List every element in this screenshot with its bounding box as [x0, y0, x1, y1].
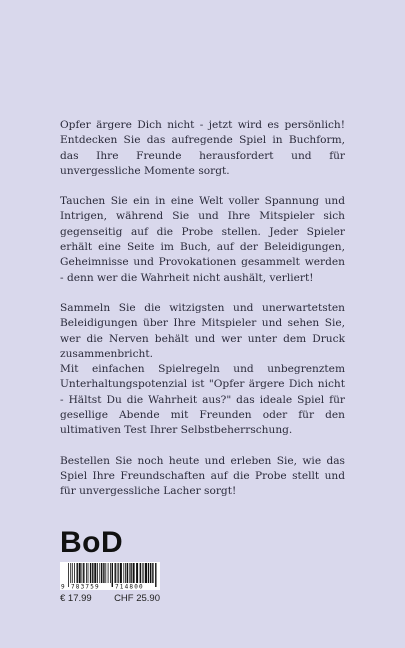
barcode-bar	[125, 563, 126, 583]
barcode-graphic	[60, 562, 160, 590]
barcode-bar	[101, 563, 102, 583]
price-chf: CHF 25.90	[114, 593, 160, 604]
price-eur: € 17.99	[60, 593, 92, 604]
barcode-bar	[120, 563, 122, 583]
barcode-bar	[103, 563, 104, 583]
barcode-bar	[130, 563, 131, 583]
barcode-bar	[86, 563, 87, 583]
barcode-bar	[142, 563, 143, 583]
barcode-bar	[117, 563, 118, 583]
barcode-bar	[133, 563, 135, 583]
barcode-digits-right: 714800	[115, 583, 144, 590]
barcode-bar	[94, 563, 96, 583]
barcode-bar	[83, 563, 84, 583]
blurb-paragraph-4: Mit einfachen Spielregeln und unbegrenztem Unterhaltungspotenzial ist "Opfer ärgere Dich nicht - Hältst Du die Wahrheit aus?" das ideale Spiel für gesellige Abende mit Freunden oder für den ultimativen Test Ihrer Selbstbeherrschung.	[60, 363, 345, 437]
barcode-digit-lead: 9	[61, 583, 65, 590]
barcode-bar	[77, 563, 78, 583]
barcode-bar	[148, 563, 149, 583]
barcode-digits-left: 783759	[71, 583, 100, 590]
bod-logo: BoD	[60, 526, 124, 559]
barcode-bar	[152, 563, 153, 583]
barcode-bar	[74, 563, 75, 583]
barcode-bar	[105, 563, 106, 583]
barcode-bar	[129, 563, 130, 583]
barcode-bar	[140, 563, 141, 583]
barcode-bar	[145, 563, 147, 583]
barcode-bar	[79, 563, 81, 583]
barcode-bar	[123, 563, 124, 583]
barcode-bar	[92, 563, 93, 583]
barcode-bar	[72, 563, 73, 583]
barcode-bar	[127, 563, 128, 583]
barcode-bar	[118, 563, 119, 583]
blurb-paragraph-1: Opfer ärgere Dich nicht - jetzt wird es persönlich! Entdecken Sie das aufregende Spiel in Buchform, das Ihre Freunde herausfordert und für unvergessliche Momente sorgt.	[60, 119, 345, 177]
barcode-bar	[143, 563, 144, 583]
barcode-bar	[108, 563, 109, 583]
barcode-bar	[70, 563, 71, 583]
price-line	[60, 593, 160, 604]
barcode-bar	[68, 563, 69, 587]
barcode-bar	[97, 563, 98, 583]
barcode-bar	[82, 563, 83, 583]
barcode-bar	[150, 563, 151, 583]
barcode-bar	[155, 563, 156, 587]
barcode-bar	[88, 563, 89, 583]
barcode-bar	[110, 563, 111, 583]
barcode-bar	[136, 563, 138, 583]
isbn-barcode	[60, 562, 160, 590]
publisher-block	[60, 528, 162, 604]
barcode-bar	[112, 563, 113, 587]
blurb-paragraph-2: Tauchen Sie ein in eine Welt voller Spannung und Intrigen, während Sie und Ihre Mitspieler sich gegenseitig auf die Probe stellen. Jeder Spieler erhält eine Seite im Buch, auf der Beleidigungen, Geheimnisse und Provokationen gesammelt werden - denn wer die Wahrheit nicht aushält, verliert!	[60, 195, 345, 284]
barcode-bar	[90, 563, 91, 583]
back-cover-blurb	[60, 118, 345, 515]
barcode-bar	[115, 563, 116, 583]
blurb-paragraph-3: Sammeln Sie die witzigsten und unerwartetsten Beleidigungen über Ihre Mitspieler und sehen Sie, wer die Nerven behält und wer unter dem Druck zusammenbricht.	[60, 301, 345, 360]
barcode-bar	[99, 563, 100, 583]
blurb-paragraph-5: Bestellen Sie noch heute und erleben Sie, wie das Spiel Ihre Freundschaften auf die Probe stellt und für unvergessliche Lacher sorgt!	[60, 454, 345, 498]
